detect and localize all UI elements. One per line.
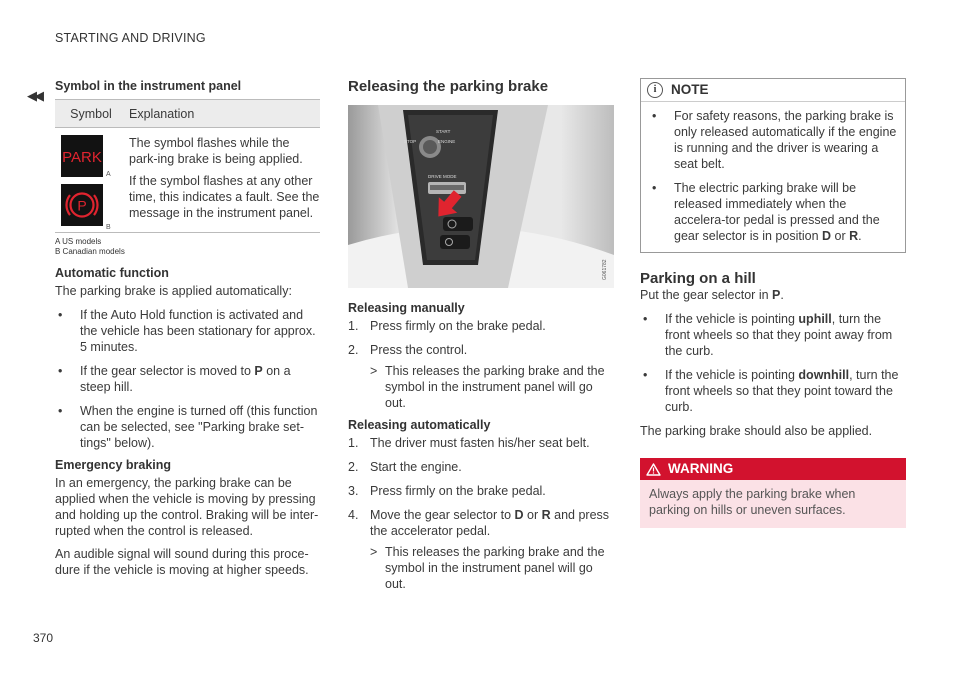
symbol-heading: Symbol in the instrument panel: [55, 79, 242, 93]
bullet-icon: •: [58, 364, 63, 378]
step-number: 2.: [348, 343, 359, 357]
page-number: 370: [33, 631, 54, 645]
emergency-heading: Emergency braking: [55, 458, 172, 472]
step-number: 1.: [348, 436, 359, 450]
warning-title: WARNING: [668, 461, 734, 476]
bullet-icon: •: [58, 404, 63, 418]
note-header: [641, 79, 905, 102]
automatic-intro: The parking brake is applied automatically:: [55, 284, 292, 298]
step-text: Move the gear selector to D or R and press the accelerator pedal.: [370, 508, 610, 538]
col-symbol-header: Symbol: [70, 106, 112, 121]
col-explanation-header: Explanation: [129, 106, 195, 121]
list-item-text: For safety reasons, the parking brake is only released automatically if the engine is running and the driver is wearing a seat belt.: [674, 109, 897, 171]
explanation-text-2: If the symbol flashes at any other time, this indicates a fault. See the message in the instrument panel.: [129, 174, 320, 220]
list-item: [649, 180, 899, 244]
step-number: 2.: [348, 460, 359, 474]
hill-outro: The parking brake should also be applied.: [640, 424, 873, 438]
step-result: [370, 544, 614, 592]
result-arrow-icon: >: [370, 545, 378, 559]
hill-intro: Put the gear selector in P.: [640, 288, 784, 302]
list-item: [348, 459, 614, 475]
warning-text: Always apply the parking brake when parking on hills or uneven surfaces.: [649, 487, 856, 517]
releasing-automatically-heading: Releasing automatically: [348, 418, 491, 432]
bullet-icon: •: [643, 312, 648, 326]
note-title: NOTE: [671, 82, 709, 97]
bullet-icon: •: [643, 368, 648, 382]
warning-box: [640, 458, 906, 528]
table-row: [55, 128, 320, 232]
list-item: [55, 403, 320, 451]
photo-engine-label: ENGINE: [438, 139, 456, 144]
list-item-text: If the vehicle is pointing downhill, turn the front wheels so that they point toward the curb.: [665, 368, 899, 414]
footnotes: [55, 237, 320, 256]
explanation-text-1: The symbol flashes while the park-ing brake is being applied.: [129, 136, 303, 166]
column-1: [55, 78, 320, 578]
list-item: [649, 108, 899, 172]
photo-code: G061782: [602, 259, 608, 280]
automatic-function-heading: Automatic function: [55, 266, 169, 280]
list-item: [640, 311, 906, 359]
park-symbol-text: PARK: [62, 149, 102, 166]
photo-start-label: START: [436, 129, 451, 134]
list-item: [640, 367, 906, 415]
footnote-b: B Canadian models: [55, 246, 125, 256]
explanation-cell: [127, 128, 320, 232]
step-text: Press firmly on the brake pedal.: [370, 319, 546, 333]
result-text: This releases the parking brake and the symbol in the instrument panel will go out.: [385, 364, 605, 410]
emergency-paragraph-1: In an emergency, the parking brake can be applied when the vehicle is moving by pressing and holding up the control. Braking will be inter-rupted when the control is released.: [55, 476, 319, 538]
footnote-a: A US models: [55, 237, 102, 246]
note-body: [641, 102, 905, 252]
releasing-manually-heading: Releasing manually: [348, 301, 465, 315]
info-icon: i: [647, 82, 663, 98]
center-console-photo: [348, 105, 614, 288]
list-item: [348, 342, 614, 358]
photo-stop-label: STOP: [404, 139, 417, 144]
releasing-heading: Releasing the parking brake: [348, 78, 549, 95]
step-text: Press firmly on the brake pedal.: [370, 484, 546, 498]
step-number: 1.: [348, 319, 359, 333]
emergency-paragraph-2: An audible signal will sound during this proce-dure if the vehicle is moving at higher speeds.: [55, 547, 309, 577]
table-header: [55, 100, 320, 128]
step-text: The driver must fasten his/her seat belt.: [370, 436, 590, 450]
list-item: [55, 307, 320, 355]
step-number: 4.: [348, 508, 359, 522]
bullet-icon: •: [652, 109, 657, 123]
warning-triangle-icon: [646, 463, 661, 476]
column-2: [348, 105, 614, 592]
list-item: [348, 435, 614, 451]
list-item-text: When the engine is turned off (this function can be selected, see "Parking brake set-tings" below).: [80, 404, 318, 450]
footnote-ref-a: A: [106, 171, 111, 178]
list-item-text: If the gear selector is moved to P on a steep hill.: [80, 364, 291, 394]
column-3: [640, 78, 906, 528]
list-item-text: If the Auto Hold function is activated and the vehicle has been stationary for approx. 5 minutes.: [80, 308, 316, 354]
step-text: Start the engine.: [370, 460, 462, 474]
list-item-text: The electric parking brake will be released immediately when the accelera-tor pedal is pressed and the gear selector is in position D or R.: [674, 181, 880, 243]
step-number: 3.: [348, 484, 359, 498]
svg-text:P: P: [77, 197, 87, 214]
list-item-text: If the vehicle is pointing uphill, turn the front wheels so that they point away from the curb.: [665, 312, 893, 358]
note-box: [640, 78, 906, 253]
result-arrow-icon: >: [370, 364, 378, 378]
parking-brake-p-icon: [61, 184, 103, 226]
photo-drive-mode-label: DRIVE MODE: [428, 174, 457, 179]
result-text: This releases the parking brake and the symbol in the instrument panel will go out.: [385, 545, 605, 591]
step-text: Press the control.: [370, 343, 468, 357]
bullet-icon: •: [652, 181, 657, 195]
continued-marker: ◀◀: [27, 88, 41, 103]
symbol-cell: [55, 128, 127, 232]
list-item: [348, 318, 614, 334]
list-item: [55, 363, 320, 395]
symbol-table: [55, 99, 320, 233]
step-result: [370, 363, 614, 411]
list-item: [348, 483, 614, 499]
footnote-ref-b: B: [106, 224, 111, 231]
section-header: STARTING AND DRIVING: [55, 31, 206, 45]
parking-hill-heading: Parking on a hill: [640, 270, 756, 287]
warning-header: [640, 458, 906, 480]
bullet-icon: •: [58, 308, 63, 322]
list-item: [348, 507, 614, 539]
park-symbol-icon: [61, 135, 103, 177]
